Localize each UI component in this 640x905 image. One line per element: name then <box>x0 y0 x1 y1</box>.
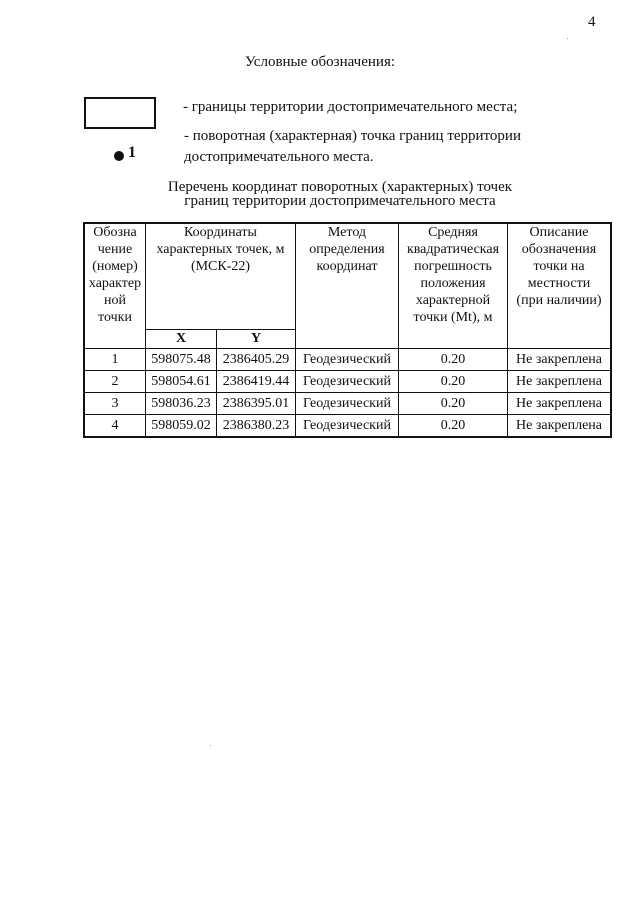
header-method: Метод определения координат <box>296 223 399 349</box>
table-row <box>84 349 611 371</box>
cell-description: Не закреплена <box>508 393 612 415</box>
cell-error: 0.20 <box>399 393 508 415</box>
scan-speck <box>210 745 211 746</box>
cell-num: 2 <box>84 371 146 393</box>
cell-y: 2386405.29 <box>217 349 296 371</box>
cell-error: 0.20 <box>399 349 508 371</box>
header-point-id: Обозна чение (номер) характер ной точки <box>84 223 146 349</box>
header-coordinates: Координаты характерных точек, м (МСК-22) <box>146 223 296 330</box>
point-legend-line1: - поворотная (характерная) точка границ территории <box>184 128 521 144</box>
coordinates-table <box>83 222 612 438</box>
point-legend-text <box>184 126 584 168</box>
cell-y: 2386395.01 <box>217 393 296 415</box>
table-title-line1: Перечень координат поворотных (характерных) точек <box>167 179 513 195</box>
scan-speck <box>567 38 568 39</box>
page-number: 4 <box>588 14 596 30</box>
cell-num: 3 <box>84 393 146 415</box>
table-row <box>84 371 611 393</box>
cell-num: 1 <box>84 349 146 371</box>
cell-error: 0.20 <box>399 371 508 393</box>
cell-method: Геодезический <box>296 415 399 438</box>
header-error: Средняя квадратическая погрешность положения характерной точки (Mt), м <box>399 223 508 349</box>
cell-method: Геодезический <box>296 393 399 415</box>
boundary-legend-text: - границы территории достопримечательного места; <box>183 99 518 115</box>
table-row <box>84 415 611 438</box>
point-symbol-label: 1 <box>128 144 136 161</box>
header-description: Описание обозначения точки на местности (при наличии) <box>508 223 612 349</box>
table-title-line2: границ территории достопримечательного места <box>184 193 496 209</box>
point-symbol-icon <box>114 151 124 161</box>
legend-heading: Условные обозначения: <box>244 54 396 70</box>
point-legend-line2: достопримечательного места. <box>184 149 374 165</box>
header-y: Y <box>217 330 296 349</box>
table-row <box>84 393 611 415</box>
header-x: X <box>146 330 217 349</box>
cell-method: Геодезический <box>296 371 399 393</box>
table-title <box>0 180 640 208</box>
table-header-row <box>84 223 611 330</box>
cell-method: Геодезический <box>296 349 399 371</box>
boundary-symbol <box>84 97 156 129</box>
cell-x: 598054.61 <box>146 371 217 393</box>
cell-x: 598059.02 <box>146 415 217 438</box>
cell-description: Не закреплена <box>508 371 612 393</box>
cell-num: 4 <box>84 415 146 438</box>
cell-x: 598036.23 <box>146 393 217 415</box>
cell-description: Не закреплена <box>508 415 612 438</box>
cell-description: Не закреплена <box>508 349 612 371</box>
cell-error: 0.20 <box>399 415 508 438</box>
cell-x: 598075.48 <box>146 349 217 371</box>
cell-y: 2386380.23 <box>217 415 296 438</box>
cell-y: 2386419.44 <box>217 371 296 393</box>
